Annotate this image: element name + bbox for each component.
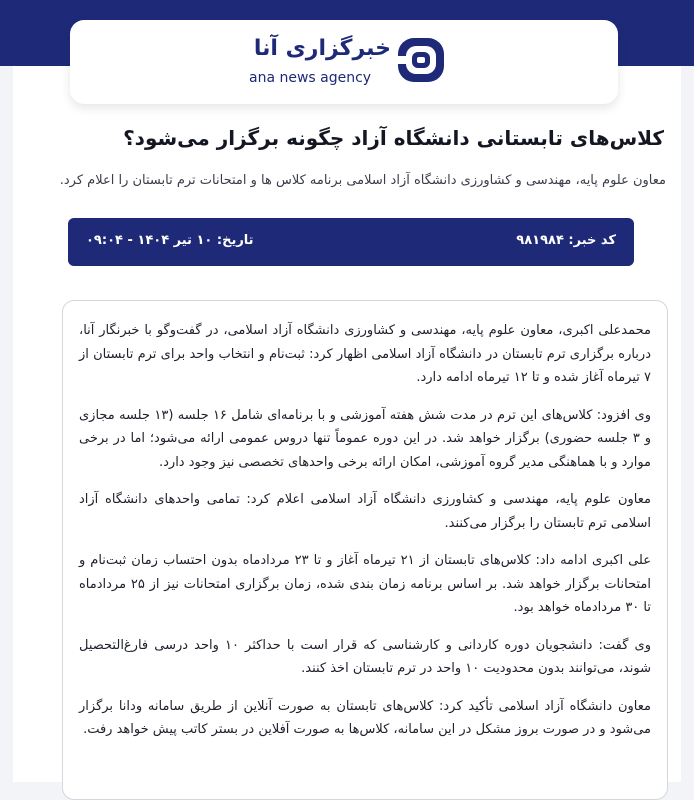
logo-persian-text: خبرگزاری آنا: [253, 36, 391, 61]
body-paragraph: معاون علوم پایه، مهندسی و کشاورزی دانشگاه آزاد اسلامی اعلام کرد: تمامی واحدهای دانشگاه آزاد اسلامی ترم تابستان را برگزار می‌کنند.: [79, 492, 651, 531]
body-paragraph: وی افزود: کلاس‌های این ترم در مدت شش هفته آموزشی و با برنامه‌ای شامل ۱۶ جلسه (۱۳ جلسه مجازی و ۳ جلسه حضوری) برگزار خواهد شد. در این دوره عموماً تنها دروس عمومی ارائه می‌شود؛ اما در برخی موارد و با هماهنگی مدیر گروه آموزشی، امکان ارائه برخی واحدهای تخصصی نیز وجود دارد.: [79, 407, 651, 470]
site-logo[interactable]: [247, 34, 447, 90]
body-paragraph: وی گفت: دانشجویان دوره کاردانی و کارشناسی که قرار است با حداکثر ۱۰ واحد درسی فارغ‌التحصیل شوند، می‌توانند بدون محدودیت ۱۰ واحد در ترم تابستان اخذ کنند.: [79, 637, 651, 676]
news-code: کد خبر: ۹۸۱۹۸۴: [516, 233, 616, 248]
ana-logo-icon: [395, 36, 447, 84]
article-body: [62, 300, 668, 800]
article-lead: معاون علوم پایه، مهندسی و کشاورزی دانشگاه آزاد اسلامی برنامه کلاس ها و امتحانات ترم تابستان را اعلام کرد.: [59, 173, 666, 188]
body-paragraph: محمدعلی اکبری، معاون علوم پایه، مهندسی و کشاورزی دانشگاه آزاد اسلامی، در گفت‌وگو با خبرنگار آنا، درباره برگزاری ترم تابستان در دانشگاه آزاد اسلامی اظهار کرد: ثبت‌نام و انتخاب واحد برای ترم تابستان از ۷ تیرماه آغاز شده و تا ۱۲ تیرماه ادامه دارد.: [79, 323, 651, 385]
body-paragraph: علی اکبری ادامه داد: کلاس‌های تابستان از ۲۱ تیرماه آغاز و تا ۲۳ مردادماه بدون احتساب زمان ثبت‌نام و امتحانات برگزار خواهد شد. بر اساس برنامه زمان بندی شده، زمان برگزاری امتحانات نیز از ۲۵ مردادماه تا ۳۰ مردادماه خواهد بود.: [79, 553, 651, 615]
article-meta-bar: [68, 218, 634, 266]
publish-date: تاریخ: ۱۰ تیر ۱۴۰۴ - ۰۹:۰۴: [86, 233, 254, 248]
logo-english-text: ana news agency: [249, 70, 372, 86]
article-title: کلاس‌های تابستانی دانشگاه آزاد چگونه برگزار می‌شود؟: [123, 126, 664, 150]
body-paragraph: معاون دانشگاه آزاد اسلامی تأکید کرد: کلاس‌های تابستان به صورت آنلاین از طریق سامانه ودانا برگزار می‌شود و در صورت بروز مشکل در این سامانه، کلاس‌ها به صورت آفلاین در بستر کاتب پیش خواهد رفت.: [79, 698, 651, 737]
